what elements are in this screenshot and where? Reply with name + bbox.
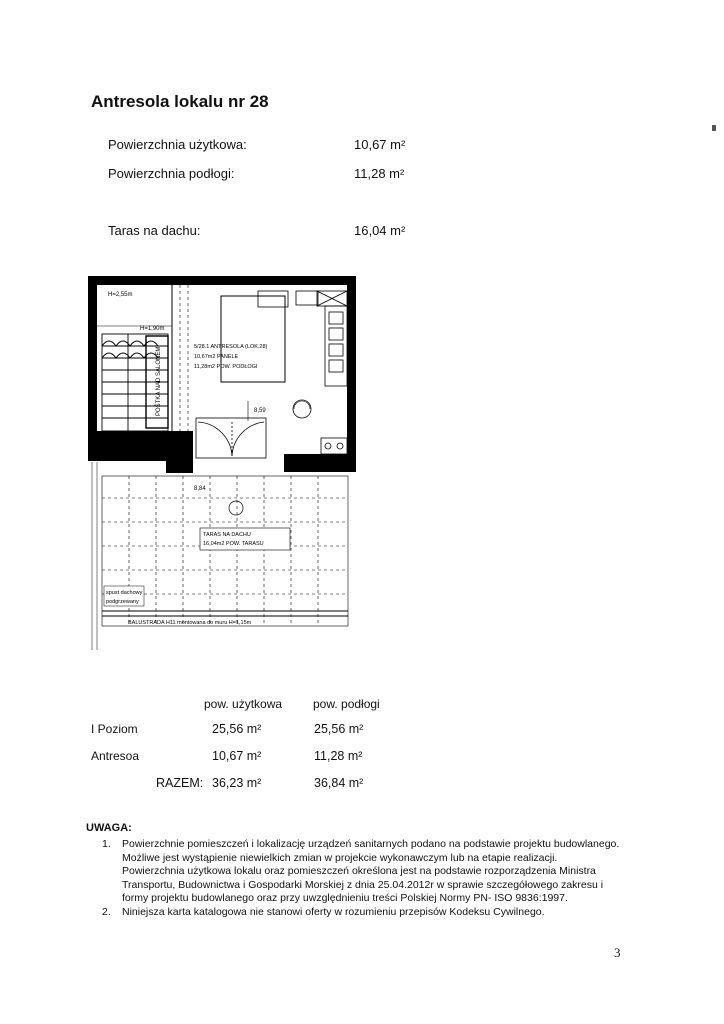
notes-section (86, 822, 662, 919)
note-gutter: spust dachowy (106, 590, 143, 596)
usable-area-value: 10,67 m² (354, 137, 406, 152)
wall-right (347, 276, 356, 472)
note-line: Niniejsza karta katalogowa nie stanowi oferty w rozumieniu przepisów Kodeksu Cywilnego. (122, 905, 545, 918)
wall-top (88, 276, 356, 285)
note-line: Powierzchnia użytkowa lokalu oraz pomieszczeń określona jest na podstawie rozporządzenia Ministra (122, 865, 596, 877)
note-number: 2. (102, 905, 111, 918)
sink-icon (293, 400, 311, 418)
row-level1-usable: 25,56 m² (212, 722, 262, 736)
row-level1-floor: 25,56 m² (314, 722, 364, 736)
total-label: RAZEM: (156, 776, 204, 790)
note-line: formy projektu budowlanego oraz przy uwzględnieniu treści Polskiej Normy PN- ISO 9836:1997. (122, 892, 568, 904)
note-line: Transportu, Budownictwa i Gospodarki Morskiej z dnia 25.04.2012r w sprawie szczegółowego zakresu i (122, 878, 604, 891)
railing-label: BALUSTRADA H11 montowana do muru H=1,15m (128, 620, 252, 626)
drain-icon (229, 501, 243, 515)
row-label-level1: I Poziom (91, 722, 138, 736)
floor-area-label: Powierzchnia podłogi: (108, 166, 235, 181)
height-label-top: H=2,55m (108, 292, 133, 298)
terrace-label-1: TARAS NA DACHU (203, 532, 251, 538)
floor-plan (88, 276, 356, 650)
note-line: Możliwe jest wystąpienie niewielkich zmian w projekcie wykonawczym lub na etapie realizacji. (122, 851, 558, 864)
roof-terrace-value: 16,04 m² (354, 223, 406, 238)
total-floor: 36,84 m² (314, 776, 364, 790)
col-usable-header: pow. użytkowa (204, 697, 283, 711)
page-title: Antresola lokalu nr 28 (91, 92, 269, 111)
total-usable: 36,23 m² (212, 776, 262, 790)
terrace-door (196, 418, 266, 458)
note-number: 1. (102, 838, 111, 850)
row-mezzanine-floor: 11,28 m² (314, 749, 363, 763)
room-label-3: 11,28m2 POW. PODŁOGI (194, 364, 258, 370)
room-label-2: 10,67m2 PANELE (194, 354, 239, 360)
note-line: Powierzchnie pomieszczeń i lokalizację urządzeń sanitarnych podano na podstawie projektu budowlanego. (122, 838, 620, 850)
floor-area-value: 11,28 m² (354, 166, 405, 181)
page-number: 3 (614, 945, 621, 960)
wall-bottom-left (88, 431, 193, 461)
note-item (86, 838, 662, 906)
dimension-2: 8,84 (194, 486, 206, 492)
note-heated: podgrzewany (106, 599, 139, 605)
dimension-1: 8,59 (254, 408, 266, 414)
cabinets (321, 306, 347, 454)
terrace-label-2: 16,04m2 POW. TARASU (203, 541, 264, 547)
note-item (86, 906, 662, 920)
notes-title: UWAGA: (86, 822, 132, 834)
roof-terrace-label: Taras na dachu: (108, 223, 201, 238)
row-mezzanine-usable: 10,67 m² (212, 749, 262, 763)
row-label-mezzanine: Antresoa (91, 749, 140, 763)
height-label-mid: H=1,90m (140, 326, 165, 332)
scan-mark (712, 125, 716, 131)
wall-bottom-right (284, 454, 356, 472)
room-label-1: 5/28.1 ANTRESOLA (LOK.28) (194, 344, 268, 350)
usable-area-label: Powierzchnia użytkowa: (108, 137, 247, 152)
col-floor-header: pow. podłogi (313, 697, 380, 711)
storage-label: POŚTKA NAD SALONEM (156, 346, 162, 416)
